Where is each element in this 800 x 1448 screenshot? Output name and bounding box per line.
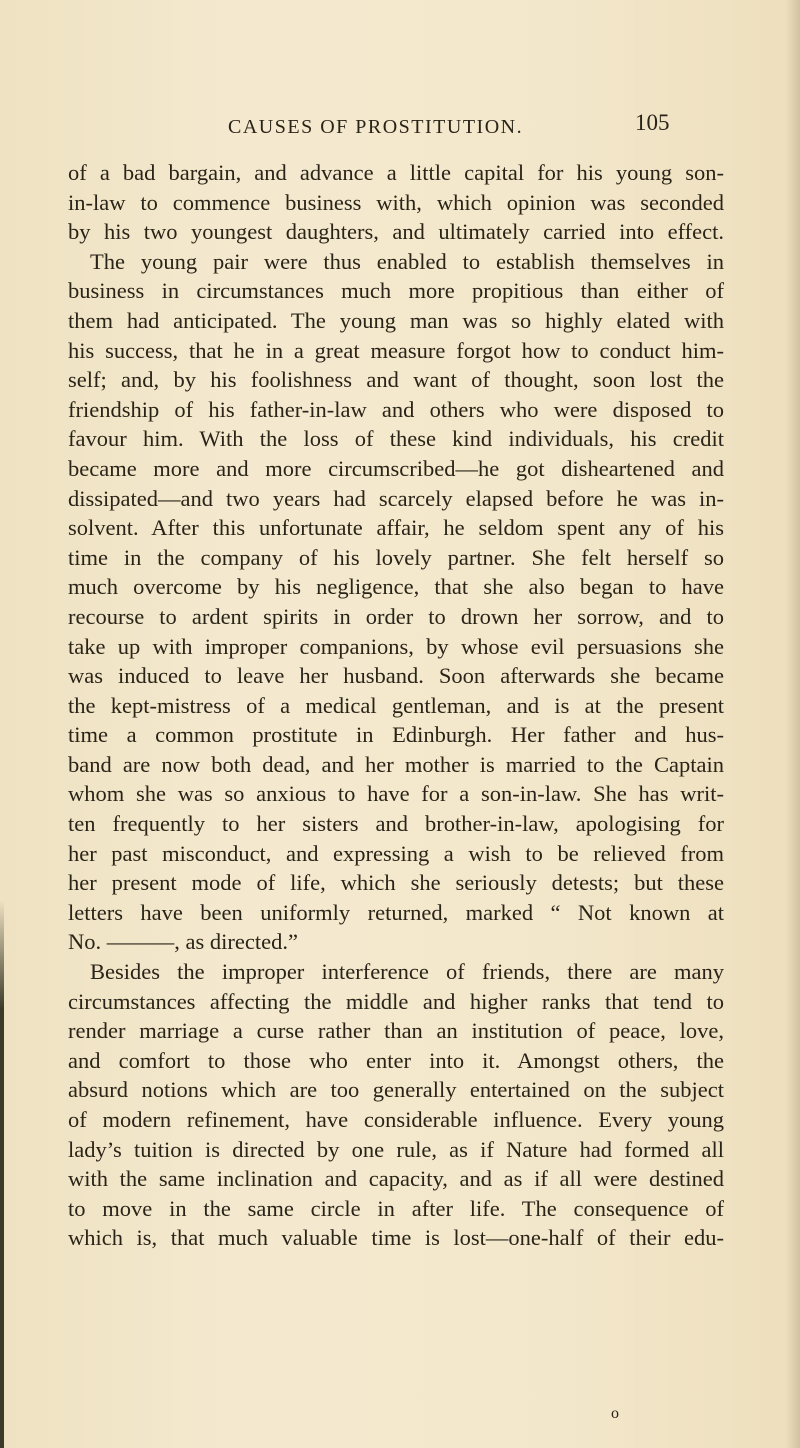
text-line: absurd notions which are too generally entertained on the subject	[68, 1077, 724, 1103]
text-line: and comfort to those who enter into it. Amongst others, the	[68, 1047, 724, 1073]
text-line: self; and, by his foolishness and want of thought, soon lost the	[68, 367, 724, 393]
text-line: time in the company of his lovely partner. She felt herself so	[68, 544, 724, 570]
text-line: take up with improper companions, by whose evil persuasions she	[68, 633, 724, 659]
binding-edge	[0, 900, 4, 1448]
page-header	[0, 104, 800, 144]
text-line: No. ———, as directed.”	[68, 929, 298, 955]
text-line: letters have been uniformly returned, marked “ Not known at	[68, 899, 724, 925]
text-line: was induced to leave her husband. Soon afterwards she became	[68, 663, 724, 689]
text-line: them had anticipated. The young man was so highly elated with	[68, 307, 724, 333]
text-line: recourse to ardent spirits in order to drown her sorrow, and to	[68, 603, 724, 629]
text-line: became more and more circumscribed—he got disheartened and	[68, 455, 724, 481]
text-line: to move in the same circle in after life. The consequence of	[68, 1195, 724, 1221]
page-number: 105	[635, 110, 670, 135]
text-line: render marriage a curse rather than an institution of peace, love,	[68, 1018, 724, 1044]
text-line: of modern refinement, have considerable influence. Every young	[68, 1107, 724, 1132]
text-line: The young pair were thus enabled to establish themselves in	[90, 248, 724, 274]
text-line: solvent. After this unfortunate affair, he seldom spent any of his	[68, 515, 724, 541]
text-line: friendship of his father-in-law and others who were disposed to	[68, 396, 724, 422]
text-line: circumstances affecting the middle and higher ranks that tend to	[68, 988, 724, 1014]
text-line: favour him. With the loss of these kind individuals, his credit	[68, 426, 724, 452]
text-line: the kept-mistress of a medical gentleman, and is at the present	[68, 692, 724, 718]
running-head: CAUSES OF PROSTITUTION.	[228, 116, 524, 138]
text-line: her past misconduct, and expressing a wish to be relieved from	[68, 840, 724, 866]
text-line: which is, that much valuable time is lost—one-half of their edu-	[68, 1225, 724, 1251]
text-line: dissipated—and two years had scarcely elapsed before he was in-	[68, 485, 724, 511]
text-line: of a bad bargain, and advance a little capital for his young son-	[68, 160, 724, 185]
text-line: ten frequently to her sisters and brother-in-law, apologising for	[68, 811, 724, 837]
page-edge-shadow	[786, 0, 800, 1448]
text-line: lady’s tuition is directed by one rule, as if Nature had formed all	[68, 1136, 724, 1162]
text-line: with the same inclination and capacity, and as if all were destined	[68, 1166, 724, 1192]
signature-mark: o	[611, 1405, 619, 1422]
text-line: band are now both dead, and her mother is married to the Captain	[68, 751, 724, 777]
text-line: business in circumstances much more propitious than either of	[68, 278, 724, 304]
text-line: his success, that he in a great measure forgot how to conduct him-	[68, 337, 724, 363]
text-line: Besides the improper interference of friends, there are many	[90, 959, 724, 985]
body-text	[68, 158, 724, 1253]
text-line: time a common prostitute in Edinburgh. Her father and hus-	[68, 722, 724, 748]
text-line: her present mode of life, which she seriously detests; but these	[68, 870, 724, 896]
text-line: in-law to commence business with, which opinion was seconded	[68, 189, 724, 215]
text-line: by his two youngest daughters, and ultimately carried into effect.	[68, 219, 724, 245]
text-line: whom she was so anxious to have for a son-in-law. She has writ-	[68, 781, 724, 807]
text-line: much overcome by his negligence, that she also began to have	[68, 574, 724, 600]
